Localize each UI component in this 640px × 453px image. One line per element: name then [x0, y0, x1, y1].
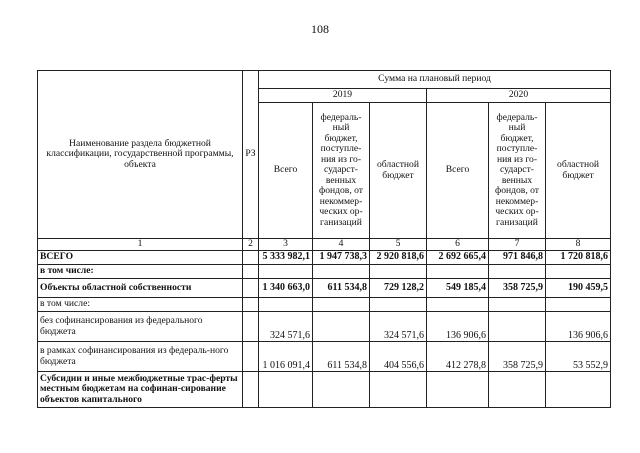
header-rz-column: РЗ	[243, 71, 259, 239]
value-cell: 1 947 738,3	[313, 251, 370, 265]
value-cell	[427, 265, 489, 279]
value-cell: 611 534,8	[313, 342, 370, 372]
page-number: 108	[311, 22, 329, 36]
value-cell: 404 556,6	[370, 342, 427, 372]
value-cell	[427, 298, 489, 312]
row-name: Объекты областной собственности	[38, 279, 243, 298]
value-cell: 136 906,6	[546, 312, 611, 342]
value-cell	[489, 372, 546, 408]
rz-cell	[243, 298, 259, 312]
value-cell	[313, 312, 370, 342]
value-cell: 412 278,8	[427, 342, 489, 372]
table-row	[38, 312, 611, 342]
column-number: 4	[313, 239, 370, 251]
table-row	[38, 265, 611, 279]
budget-table	[37, 70, 611, 408]
header-total-2019: Всего	[259, 103, 313, 239]
value-cell: 1 016 091,4	[259, 342, 313, 372]
value-cell	[259, 372, 313, 408]
value-cell	[546, 265, 611, 279]
table-row	[38, 251, 611, 265]
header-regional-2020: областной бюджет	[546, 103, 611, 239]
table-row	[38, 372, 611, 408]
value-cell: 1 720 818,6	[546, 251, 611, 265]
value-cell: 971 846,8	[489, 251, 546, 265]
rz-cell	[243, 342, 259, 372]
rz-cell	[243, 251, 259, 265]
row-name: в рамках софинансирования из федераль-ного бюджета	[38, 342, 243, 372]
value-cell: 136 906,6	[427, 312, 489, 342]
row-name: в том числе:	[38, 298, 243, 312]
value-cell: 611 534,8	[313, 279, 370, 298]
header-sum-group: Сумма на плановый период	[259, 71, 611, 89]
row-name: без софинансирования из федерального бюджета	[38, 312, 243, 342]
value-cell	[546, 372, 611, 408]
value-cell	[489, 298, 546, 312]
column-number: 3	[259, 239, 313, 251]
value-cell: 2 692 665,4	[427, 251, 489, 265]
value-cell	[370, 265, 427, 279]
value-cell	[546, 298, 611, 312]
header-year-2020: 2020	[427, 89, 611, 103]
rz-cell	[243, 265, 259, 279]
value-cell	[259, 265, 313, 279]
value-cell: 358 725,9	[489, 342, 546, 372]
column-number: 2	[243, 239, 259, 251]
value-cell: 5 333 982,1	[259, 251, 313, 265]
value-cell: 729 128,2	[370, 279, 427, 298]
value-cell	[313, 265, 370, 279]
row-name: Субсидии и иные межбюджетные трас-ферты местным бюджетам на софинан-сирование объектов капитального	[38, 372, 243, 408]
header-row-1	[38, 71, 611, 89]
row-name: ВСЕГО	[38, 251, 243, 265]
value-cell	[489, 312, 546, 342]
column-number: 6	[427, 239, 489, 251]
rz-cell	[243, 312, 259, 342]
header-regional-2019: областной бюджет	[370, 103, 427, 239]
header-year-2019: 2019	[259, 89, 427, 103]
header-name-column: Наименование раздела бюджетной классификации, государственной программы, объекта	[38, 71, 243, 239]
header-federal-2019: федераль-ный бюджет, поступле-ния из го-сударст-венных фондов, от некоммер-ческих ор-ганизаций	[313, 103, 370, 239]
rz-cell	[243, 372, 259, 408]
column-numbers-row	[38, 239, 611, 251]
value-cell: 1 340 663,0	[259, 279, 313, 298]
header-total-2020: Всего	[427, 103, 489, 239]
table-row	[38, 342, 611, 372]
value-cell	[427, 372, 489, 408]
value-cell	[489, 265, 546, 279]
value-cell	[313, 298, 370, 312]
table-row	[38, 298, 611, 312]
table-row	[38, 279, 611, 298]
header-federal-2020: федераль-ный бюджет, поступле-ния из го-сударст-венных фондов, от некоммер-ческих ор-ганизаций	[489, 103, 546, 239]
rz-cell	[243, 279, 259, 298]
value-cell	[370, 372, 427, 408]
value-cell: 358 725,9	[489, 279, 546, 298]
value-cell: 324 571,6	[259, 312, 313, 342]
value-cell: 549 185,4	[427, 279, 489, 298]
value-cell: 2 920 818,6	[370, 251, 427, 265]
column-number: 8	[546, 239, 611, 251]
value-cell: 53 552,9	[546, 342, 611, 372]
value-cell	[259, 298, 313, 312]
row-name: в том числе:	[38, 265, 243, 279]
value-cell: 324 571,6	[370, 312, 427, 342]
column-number: 5	[370, 239, 427, 251]
value-cell	[313, 372, 370, 408]
value-cell	[370, 298, 427, 312]
column-number: 1	[38, 239, 243, 251]
value-cell: 190 459,5	[546, 279, 611, 298]
column-number: 7	[489, 239, 546, 251]
